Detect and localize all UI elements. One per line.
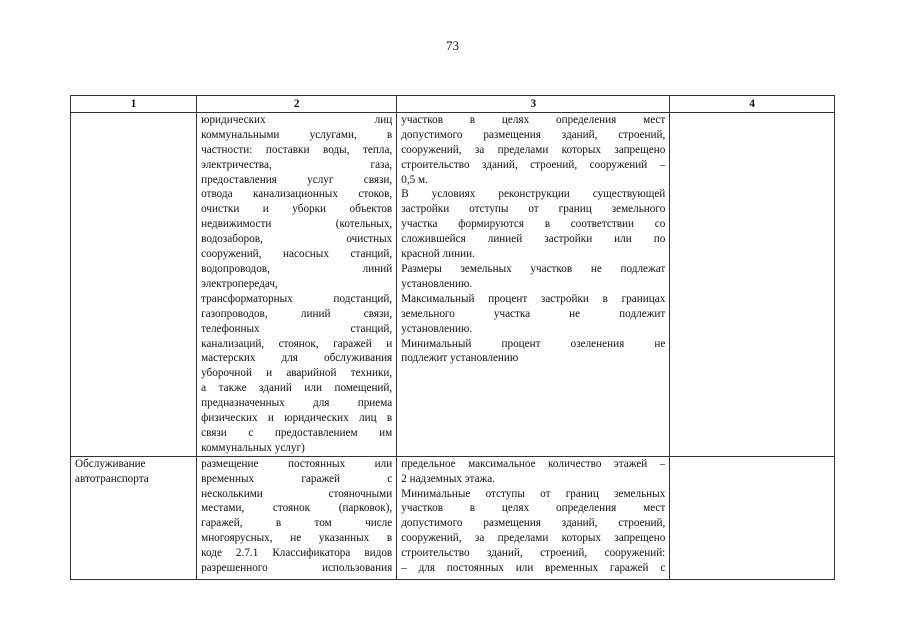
row1-parameters [397,112,670,456]
text-line: предназначенных для приема [201,397,393,410]
text-line: трансформаторных подстанций, [201,292,393,305]
text-line: В условиях реконструкции существующей [401,188,666,201]
text-line: допустимого размещения зданий, строений, [401,517,666,530]
row2-description-clip [201,457,392,579]
table-row [71,112,835,456]
text-line: участков в целях определения мест [401,502,666,515]
text-line: допустимого размещения зданий, строений, [401,128,666,141]
text-line: мастерских для обслуживания [201,352,393,365]
text-line: коммунальных услуг) [201,441,305,454]
text-line: временных гаражей с [201,472,393,485]
text-line: сооружений, насосных станций, [201,248,393,261]
row2-use-type [71,456,197,579]
text-line: Размеры земельных участков не подлежат [401,262,666,275]
header-col-4: 4 [670,96,835,113]
text-line: предельное максимальное количество этажей – [401,457,666,470]
row1-use-type [71,112,197,456]
text-line: установлению. [401,277,473,290]
text-line: красной линии. [401,248,475,261]
text-line: земельного участка не подлежит [401,307,666,320]
text-line: – для постоянных или временных гаражей с [401,562,666,575]
text-line: 0,5 м. [401,173,428,186]
text-line: Минимальные отступы от границ земельных [401,487,666,500]
text-line: газопроводов, линий связи, [201,307,393,320]
text-line: физических и юридических лиц в [201,412,393,425]
row2-parameters-clip [401,457,665,579]
text-line: строительство зданий, строений, сооружений: [401,547,666,560]
text-line: местами, стоянок (парковок), [201,502,393,515]
row2-description [197,456,397,579]
text-line: Обслуживание [75,457,146,470]
header-col-3: 3 [397,96,670,113]
text-line: коде 2.7.1 Классификатора видов [201,547,393,560]
text-line: а также зданий или помещений, [201,382,393,395]
text-line: разрешенного использования [201,562,393,575]
table-row [71,456,835,579]
text-line: юридических лиц [201,113,393,126]
page-number: 73 [446,38,459,53]
text-line: отвода канализационных стоков, [201,188,393,201]
row1-restrictions [670,112,835,456]
text-line: подлежит установлению [401,352,519,365]
text-line: строительство зданий, строений, сооружений – [401,158,666,171]
text-line: коммунальными услугами, в [201,128,393,141]
text-line: недвижимости (котельных, [201,218,393,231]
text-line: гаражей, в том числе [201,517,393,530]
text-line: электричества, газа, [201,158,393,171]
header-row [71,96,835,113]
text-line: 2 надземных этажа. [401,472,496,485]
text-line: участка формируются в соответствии со [401,218,666,231]
text-line: электропередач, [201,277,278,290]
text-line: предоставления услуг связи, [201,173,393,186]
text-line: застройки отступы от границ земельного [401,203,666,216]
text-line: установлению. [401,322,473,335]
row1-description [197,112,397,456]
text-line: сооружений, за пределами которых запрещено [401,532,666,545]
header-col-2: 2 [197,96,397,113]
text-line: сооружений, за пределами которых запрещено [401,143,666,156]
text-line: несколькими стояночными [201,487,393,500]
text-line: многоярусных, не указанных в [201,532,393,545]
row2-parameters [397,456,670,579]
text-line: участков в целях определения мест [401,113,666,126]
text-line: водозаборов, очистных [201,233,393,246]
text-line: сложившейся линией застройки или по [401,233,666,246]
row2-restrictions [670,456,835,579]
text-line: телефонных станций, [201,322,393,335]
regulations-table [70,95,835,580]
text-line: очистки и уборки объектов [201,203,393,216]
text-line: Минимальный процент озеленения не [401,337,666,350]
text-line: Максимальный процент застройки в границах [401,292,666,305]
header-col-1: 1 [71,96,197,113]
text-line: частности: поставки воды, тепла, [201,143,393,156]
text-line: уборочной и аварийной техники, [201,367,393,380]
text-line: связи с предоставлением им [201,426,393,439]
text-line: водопроводов, линий [201,262,393,275]
text-line: автотранспорта [75,472,149,485]
text-line: канализаций, стоянок, гаражей и [201,337,393,350]
text-line: размещение постоянных или [201,457,393,470]
